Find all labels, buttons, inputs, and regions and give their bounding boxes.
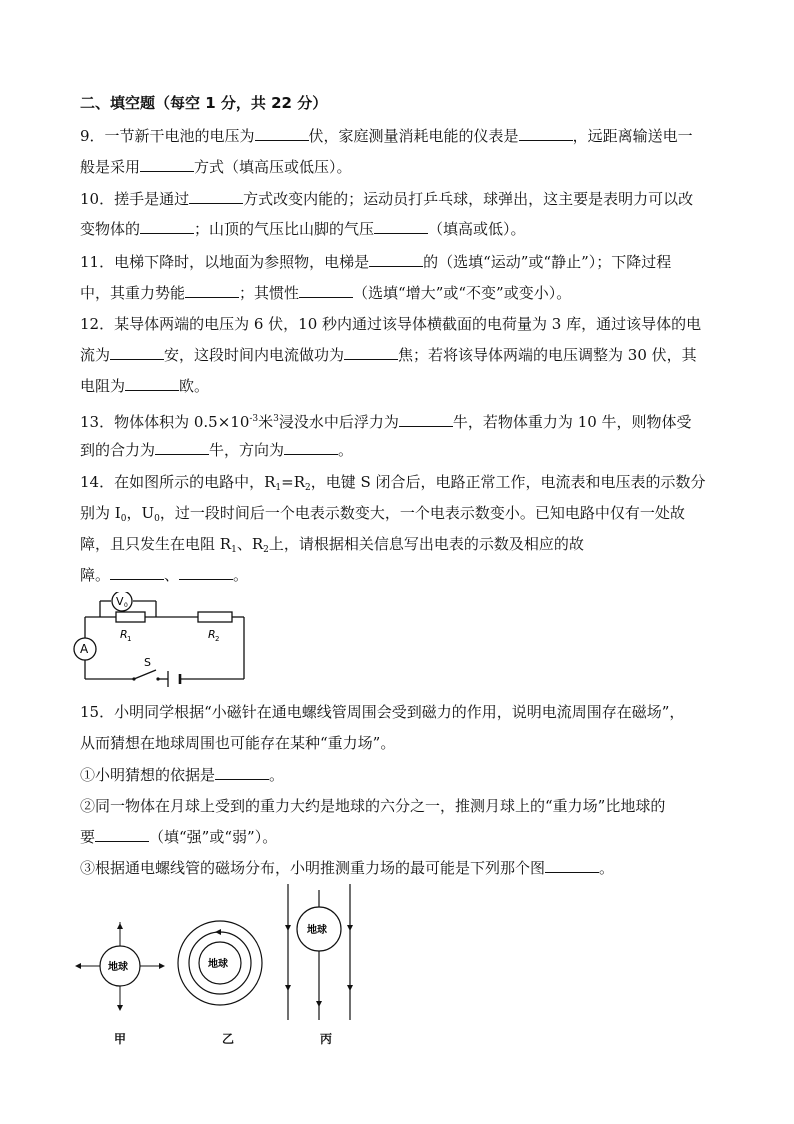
answer-blank[interactable]	[185, 283, 239, 298]
ammeter-label: A	[80, 642, 89, 656]
question-12-line-1: 12．某导体两端的电压为 6 伏，10 秒内通过该导体横截面的电荷量为 3 库，通过该导体的电	[80, 315, 702, 333]
resistor-r2	[198, 612, 232, 622]
question-10-line-1: 10．搓手是通过 方式改变内能的；运动员打乒乓球，球弹出，这主要是表明力可以改	[80, 190, 694, 208]
question-15-part-3: ③根据通电螺线管的磁场分布，小明推测重力场的最可能是下列那个图 。	[80, 859, 615, 877]
answer-blank[interactable]	[110, 345, 164, 360]
switch-icon	[134, 670, 156, 679]
figure-bing	[288, 884, 350, 1020]
voltmeter-label: V	[116, 595, 124, 608]
circuit-diagram	[70, 592, 260, 688]
question-9-line-1: 9．一节新干电池的电压为 伏，家庭测量消耗电能的仪表是 ，远距离输送电一	[80, 127, 693, 145]
switch-label: S	[144, 656, 151, 669]
figure-jia	[76, 922, 164, 1010]
answer-blank[interactable]	[374, 219, 428, 234]
r1-label: R	[120, 628, 128, 641]
caption-yi: 乙	[222, 1032, 235, 1046]
question-12-line-3: 电阻为 欧。	[80, 377, 210, 395]
r2-label: R	[208, 628, 216, 641]
question-9-line-2: 般是采用 方式（填高压或低压）。	[80, 158, 352, 176]
resistor-r1	[116, 612, 145, 622]
answer-blank[interactable]	[155, 440, 209, 455]
caption-jia: 甲	[114, 1032, 127, 1046]
earth-label: 地球	[108, 962, 128, 973]
r1-subscript: 1	[127, 635, 132, 643]
gravity-field-figures	[70, 880, 370, 1020]
answer-blank[interactable]	[110, 565, 164, 580]
question-13-line-1: 13．物体体积为 $0.5\times 10^{-3}$米$^3$浸没水中后浮力为 牛，若物体重力为 10 牛，则物体受	[80, 413, 692, 431]
question-11-line-2: 中，其重力势能 ；其惯性 （选填“增大”或“不变”或变小）。	[80, 284, 572, 302]
earth-label: 地球	[307, 925, 327, 936]
answer-blank[interactable]	[215, 765, 269, 780]
question-12-line-2: 流为 安，这段时间内电流做功为 焦；若将该导体两端的电压调整为 30 伏，其	[80, 346, 697, 364]
question-15-part-1: ①小明猜想的依据是 。	[80, 766, 285, 784]
answer-blank[interactable]	[95, 827, 149, 842]
voltmeter-subscript: 0	[124, 602, 128, 609]
answer-blank[interactable]	[519, 126, 573, 141]
earth-label: 地球	[208, 959, 228, 970]
answer-blank[interactable]	[284, 440, 338, 455]
answer-blank[interactable]	[344, 345, 398, 360]
figure-yi	[178, 921, 262, 1005]
section-title: 二、填空题（每空 1 分，共 22 分）	[80, 94, 328, 112]
question-13-line-2: 到的合力为 牛，方向为 。	[80, 441, 354, 459]
r2-subscript: 2	[215, 635, 220, 643]
answer-blank[interactable]	[545, 858, 599, 873]
question-14-line-3: 障，且只发生在电阻 $R_1$、$R_2$上，请根据相关信息写出电表的示数及相应的故	[80, 535, 584, 555]
question-15-part-2-line-1: ②同一物体在月球上受到的重力大约是地球的六分之一，推测月球上的“重力场”比地球的	[80, 797, 666, 815]
answer-blank[interactable]	[125, 376, 179, 391]
question-14-line-2: 别为 $I_0$，$U_0$，过一段时间后一个电表示数变大，一个电表示数变小。已知电路中仅有一处故	[80, 504, 685, 524]
question-15-line-2: 从而猜想在地球周围也可能存在某种“重力场”。	[80, 734, 396, 752]
answer-blank[interactable]	[299, 283, 353, 298]
question-14-line-1: 14．在如图所示的电路中，$R_1=R_2$，电键 S 闭合后，电路正常工作，电流表和电压表的示数分	[80, 473, 706, 493]
answer-blank[interactable]	[140, 157, 194, 172]
question-11-line-1: 11．电梯下降时，以地面为参照物，电梯是 的（选填“运动”或“静止”）；下降过程	[80, 253, 672, 271]
answer-blank[interactable]	[140, 219, 194, 234]
question-15-line-1: 15．小明同学根据“小磁针在通电螺线管周围会受到磁力的作用，说明电流周围存在磁场”，	[80, 703, 685, 721]
question-15-part-2-line-2: 要 （填“强”或“弱”）。	[80, 828, 278, 846]
answer-blank[interactable]	[369, 252, 423, 267]
answer-blank[interactable]	[255, 126, 309, 141]
question-14-line-4: 障。 、 。	[80, 566, 249, 584]
answer-blank[interactable]	[189, 189, 243, 204]
answer-blank[interactable]	[399, 412, 453, 427]
question-10-line-2: 变物体的 ；山顶的气压比山脚的气压 （填高或低）。	[80, 220, 526, 238]
caption-bing: 丙	[320, 1032, 333, 1046]
answer-blank[interactable]	[179, 565, 233, 580]
